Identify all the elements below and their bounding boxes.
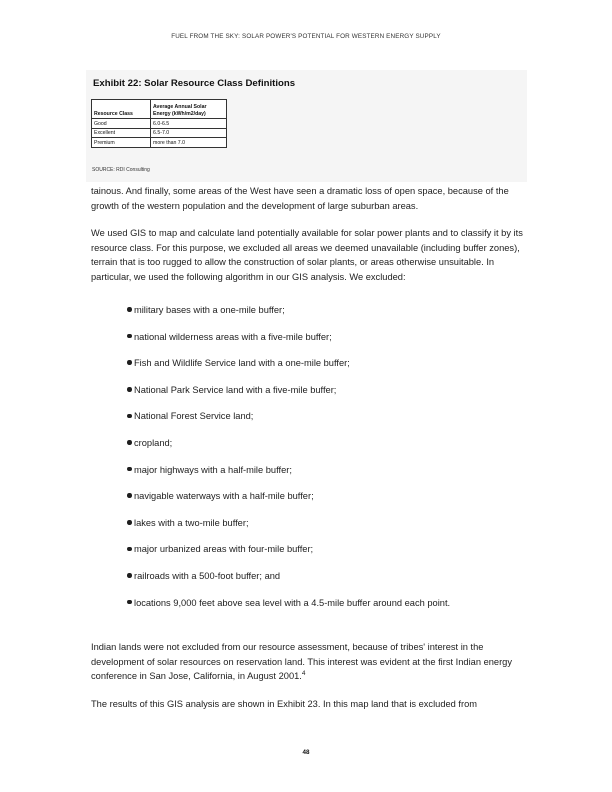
list-item: [127, 409, 450, 436]
bullet-icon: [127, 520, 132, 525]
bullet-icon: [127, 440, 132, 445]
bullet-icon: [127, 360, 132, 365]
list-item-text: lakes with a two-mile buffer;: [134, 517, 249, 528]
list-item: [127, 383, 450, 410]
exclusion-list: [127, 303, 450, 622]
list-item: [127, 303, 450, 330]
resource-class-table: [91, 99, 227, 148]
list-item: [127, 489, 450, 516]
bullet-icon: [127, 334, 132, 339]
table-cell-class: Excellent: [92, 128, 151, 138]
column-header-solar-energy: [151, 100, 227, 119]
list-item: [127, 463, 450, 490]
running-header: FUEL FROM THE SKY: SOLAR POWER'S POTENTIAL FOR WESTERN ENERGY SUPPLY: [171, 33, 441, 40]
bullet-icon: [127, 467, 132, 472]
table-cell-energy: more than 7.0: [151, 138, 227, 148]
list-item-text: locations 9,000 feet above sea level with a 4.5-mile buffer around each point.: [134, 597, 451, 608]
list-item: [127, 542, 450, 569]
table-row: [92, 138, 227, 148]
exhibit-22-panel: [86, 70, 527, 182]
list-item-text: major urbanized areas with four-mile buffer;: [134, 544, 314, 555]
bullet-icon: [127, 547, 132, 552]
list-item-text: National Park Service land with a five-mile buffer;: [134, 384, 337, 395]
list-item: [127, 569, 450, 596]
table-row: [92, 119, 227, 129]
list-item-text: railroads with a 500-foot buffer; and: [134, 570, 281, 581]
list-item-text: military bases with a one-mile buffer;: [134, 305, 285, 315]
table-header-row: [92, 100, 227, 119]
footnote-reference[interactable]: 4: [301, 669, 306, 677]
column-header-solar-energy-text: Average Annual Solar Energy (kWh/m2/day): [153, 104, 207, 117]
list-item-text: major highways with a half-mile buffer;: [134, 464, 292, 475]
bullet-icon: [127, 493, 132, 498]
list-item: [127, 436, 450, 463]
bullet-icon: [127, 307, 132, 312]
list-item: [127, 356, 450, 383]
bullet-icon: [127, 414, 132, 419]
exhibit-title: Exhibit 22: Solar Resource Class Definitions: [93, 78, 296, 89]
bullet-icon: [127, 600, 132, 605]
body-paragraph: We used GIS to map and calculate land potentially available for solar power plants and to classify it by its resource class. For this purpose, we excluded all areas we deemed unavailable (including buffer zones), terrain that is too rugged to allow the construction of solar plants, or areas otherwise unsuitable. In particular, we used the following algorithm in our GIS analysis. We excluded:: [91, 228, 523, 282]
body-paragraph-text: Indian lands were not excluded from our resource assessment, because of tribes' interest in the development of solar resources on reservation land. This interest was evident at the first Indian energy conference in San Jose, California, in August 2001.: [91, 642, 512, 681]
table-row: [92, 128, 227, 138]
table-cell-energy: 6.0-6.5: [151, 119, 227, 129]
list-item-text: National Forest Service land;: [134, 411, 254, 422]
exhibit-source-note: SOURCE: RDI Consulting: [92, 167, 150, 173]
column-header-resource-class: Resource Class: [92, 100, 151, 119]
bullet-icon: [127, 387, 132, 392]
page-number: 48: [302, 749, 310, 756]
body-paragraph: [91, 640, 523, 684]
list-item: [127, 330, 450, 357]
bullet-icon: [127, 573, 132, 578]
table-cell-class: Good: [92, 119, 151, 129]
list-item-text: national wilderness areas with a five-mile buffer;: [134, 331, 332, 342]
list-item-text: navigable waterways with a half-mile buffer;: [134, 491, 314, 502]
list-item: [127, 596, 450, 623]
table-cell-class: Premium: [92, 138, 151, 148]
table-cell-energy: 6.5-7.0: [151, 128, 227, 138]
list-item-text: Fish and Wildlife Service land with a one-mile buffer;: [134, 358, 350, 369]
list-item-text: cropland;: [134, 437, 173, 448]
list-item: [127, 516, 450, 543]
body-paragraph: tainous. And finally, some areas of the West have seen a dramatic loss of open space, because of the growth of the western population and the development of large suburban areas.: [91, 186, 509, 211]
body-paragraph: The results of this GIS analysis are shown in Exhibit 23. In this map land that is excluded from: [91, 699, 478, 709]
